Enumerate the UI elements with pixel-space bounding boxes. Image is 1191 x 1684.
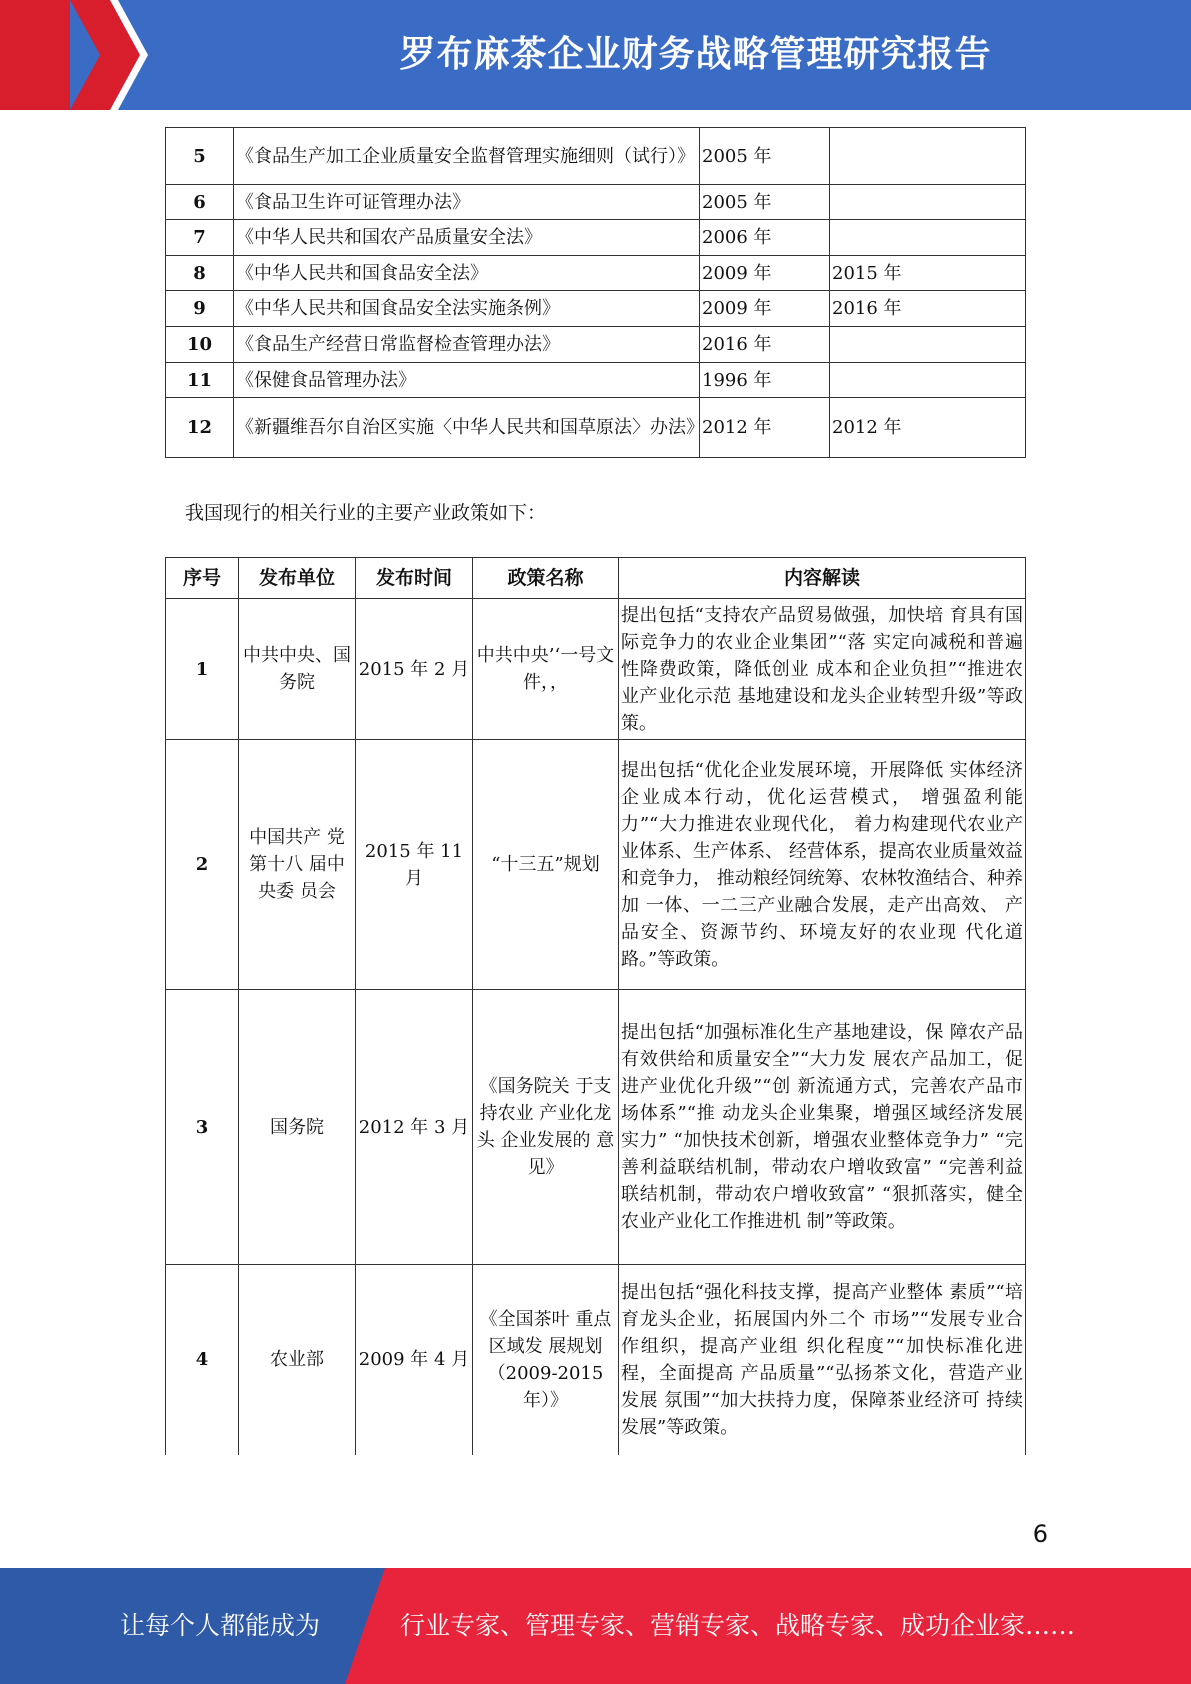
header-policy-name: 政策名称 bbox=[473, 558, 619, 599]
policy-name: 《全国茶叶 重点区域发 展规划（2009-2015 年）》 bbox=[473, 1265, 619, 1455]
revised-year bbox=[830, 363, 1026, 398]
issue-date: 2009 年 4 月 bbox=[356, 1265, 473, 1455]
issue-year: 2006 年 bbox=[700, 220, 830, 256]
revised-year bbox=[830, 220, 1026, 256]
law-name: 《中华人民共和国食品安全法》 bbox=[234, 256, 700, 291]
law-name: 《食品生产经营日常监督检查管理办法》 bbox=[234, 327, 700, 363]
issue-date: 2015 年 11 月 bbox=[356, 740, 473, 990]
policy-name: 中共中央’‘一号文件，， bbox=[473, 599, 619, 740]
issuer: 中国共产 党第十八 届中央委 员会 bbox=[239, 740, 356, 990]
row-number: 5 bbox=[166, 128, 234, 185]
table-row bbox=[166, 363, 1026, 398]
page-header bbox=[0, 0, 1191, 110]
page-number: 6 bbox=[1032, 1520, 1048, 1548]
policy-content: 提出包括“支持农产品贸易做强，加快培 育具有国际竞争力的农业企业集团”“落 实定向减税和普遍性降费政策，降低创业 成本和企业负担”“推进农业产业化示范 基地建设和龙头企业转型升级”等政策。 bbox=[619, 599, 1026, 740]
issue-date: 2012 年 3 月 bbox=[356, 990, 473, 1265]
table-row bbox=[166, 1265, 1026, 1455]
issue-year: 2016 年 bbox=[700, 327, 830, 363]
issuer: 国务院 bbox=[239, 990, 356, 1265]
issuer: 中共中央、国务院 bbox=[239, 599, 356, 740]
issuer: 农业部 bbox=[239, 1265, 356, 1455]
table-header-row bbox=[166, 558, 1026, 599]
footer-slogan-right: 行业专家、管理专家、营销专家、战略专家、成功企业家…… bbox=[400, 1611, 1076, 1640]
footer-slogan-left: 让每个人都能成为 bbox=[120, 1611, 321, 1640]
table-row bbox=[166, 256, 1026, 291]
law-name: 《中华人民共和国食品安全法实施条例》 bbox=[234, 291, 700, 327]
header-chevron-icon bbox=[60, 0, 150, 110]
policy-content: 提出包括“强化科技支撑，提高产业整体 素质”“培育龙头企业，拓展国内外二个 市场”“发展专业合作组织，提高产业组 织化程度”“加快标准化进程，全面提高 产品质量”“弘扬茶文化，营造产业发展 氛围”“加大扶持力度，保障茶业经济可 持续发展”等政策。 bbox=[619, 1265, 1026, 1455]
row-number: 8 bbox=[166, 256, 234, 291]
policy-content: 提出包括“优化企业发展环境，开展降低 实体经济企业成本行动，优化运营模式， 增强盈利能力”“大力推进农业现代化， 着力构建现代农业产业体系、生产体系、 经营体系，提高农业质量效益和竞争力， 推动粮经饲统筹、农林牧渔结合、种养加 一体、一二三产业融合发展，走产出高效、 产品安全、资源节约、环境友好的农业现 代化道路。”等政策。 bbox=[619, 740, 1026, 990]
table-row bbox=[166, 599, 1026, 740]
revised-year: 2012 年 bbox=[830, 398, 1026, 458]
header-date: 发布时间 bbox=[356, 558, 473, 599]
table-row bbox=[166, 128, 1026, 185]
issue-year: 2009 年 bbox=[700, 291, 830, 327]
issue-year: 2009 年 bbox=[700, 256, 830, 291]
issue-year: 2012 年 bbox=[700, 398, 830, 458]
policy-name: “十三五”规划 bbox=[473, 740, 619, 990]
row-number: 4 bbox=[166, 1265, 239, 1455]
intro-text: 我国现行的相关行业的主要产业政策如下： bbox=[185, 502, 547, 524]
issue-year: 2005 年 bbox=[700, 185, 830, 220]
revised-year: 2015 年 bbox=[830, 256, 1026, 291]
revised-year bbox=[830, 128, 1026, 185]
law-name: 《新疆维吾尔自治区实施〈中华人民共和国草原法〉办法》 bbox=[234, 398, 700, 458]
table-row bbox=[166, 740, 1026, 990]
header-content: 内容解读 bbox=[619, 558, 1026, 599]
row-number: 7 bbox=[166, 220, 234, 256]
policy-name: 《国务院关 于支持农业 产业化龙头 企业发展的 意见》 bbox=[473, 990, 619, 1265]
row-number: 11 bbox=[166, 363, 234, 398]
law-name: 《中华人民共和国农产品质量安全法》 bbox=[234, 220, 700, 256]
table-row bbox=[166, 398, 1026, 458]
header-seq: 序号 bbox=[166, 558, 239, 599]
policy-content: 提出包括“加强标准化生产基地建设，保 障农产品有效供给和质量安全”“大力发 展农产品加工，促进产业优化升级”“创 新流通方式，完善农产品市场体系”“推 动龙头企业集聚，增强区域经济发展实力” “加快技术创新，增强农业整体竞争力” “完善利益联结机制，带动农户增收致富” “完善利益联结机制，带动农户增收致富” “狠抓落实，健全农业产业化工作推进机 制”等政策。 bbox=[619, 990, 1026, 1265]
law-name: 《食品卫生许可证管理办法》 bbox=[234, 185, 700, 220]
header-title: 罗布麻茶企业财务战略管理研究报告 bbox=[399, 34, 992, 75]
table-row bbox=[166, 185, 1026, 220]
table-row bbox=[166, 291, 1026, 327]
revised-year bbox=[830, 185, 1026, 220]
row-number: 10 bbox=[166, 327, 234, 363]
law-table bbox=[165, 127, 1026, 458]
issue-year: 1996 年 bbox=[700, 363, 830, 398]
row-number: 6 bbox=[166, 185, 234, 220]
row-number: 2 bbox=[166, 740, 239, 990]
revised-year: 2016 年 bbox=[830, 291, 1026, 327]
revised-year bbox=[830, 327, 1026, 363]
header-issuer: 发布单位 bbox=[239, 558, 356, 599]
issue-year: 2005 年 bbox=[700, 128, 830, 185]
row-number: 12 bbox=[166, 398, 234, 458]
row-number: 9 bbox=[166, 291, 234, 327]
page-footer bbox=[0, 1568, 1191, 1684]
law-name: 《保健食品管理办法》 bbox=[234, 363, 700, 398]
table-row bbox=[166, 327, 1026, 363]
table-row bbox=[166, 220, 1026, 256]
row-number: 1 bbox=[166, 599, 239, 740]
issue-date: 2015 年 2 月 bbox=[356, 599, 473, 740]
law-name: 《食品生产加工企业质量安全监督管理实施细则（试行）》 bbox=[234, 128, 700, 185]
policy-table bbox=[165, 557, 1026, 1455]
table-row bbox=[166, 990, 1026, 1265]
row-number: 3 bbox=[166, 990, 239, 1265]
